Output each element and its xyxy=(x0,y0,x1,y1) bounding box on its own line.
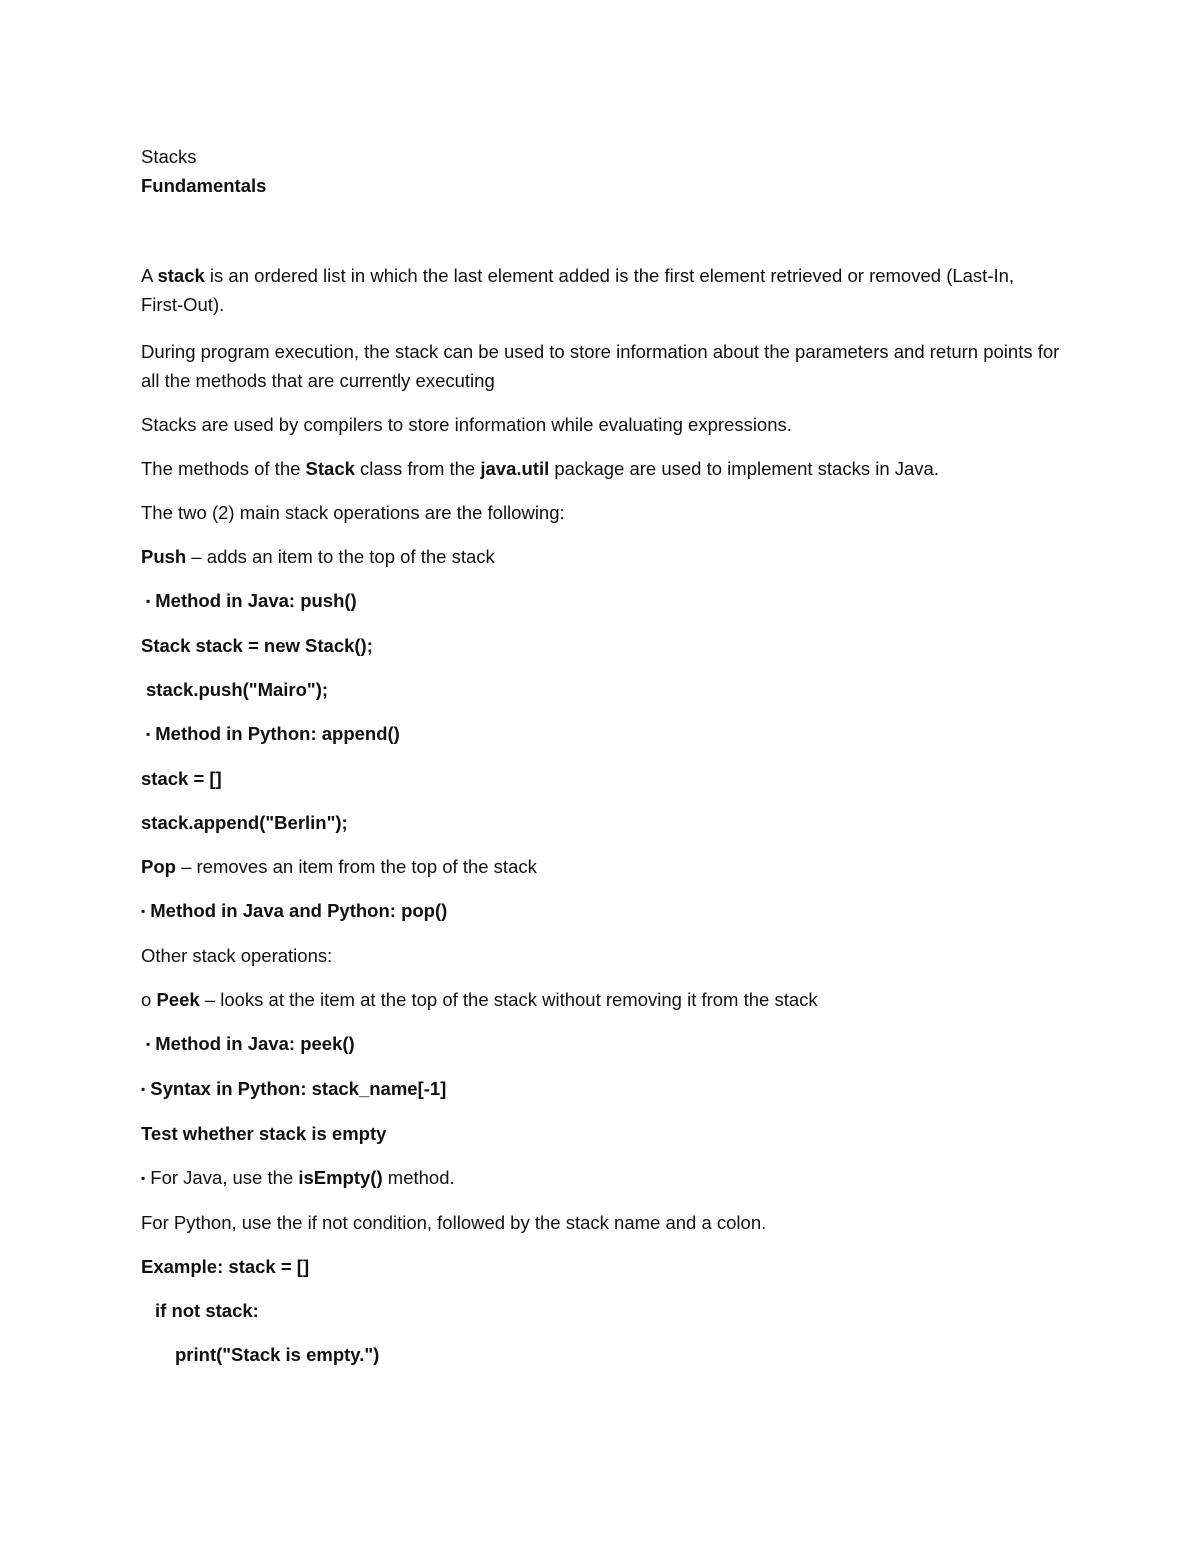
doc-title: Stacks xyxy=(141,146,197,167)
empty-java xyxy=(141,1163,1061,1193)
intro-paragraph xyxy=(141,261,1061,319)
empty-python: For Python, use the if not condition, followed by the stack name and a colon. xyxy=(141,1212,767,1233)
pop-desc: – removes an item from the top of the stack xyxy=(175,856,537,877)
methods-paragraph xyxy=(141,454,1061,483)
peek-prefix: o xyxy=(141,989,157,1010)
example-code-3: print("Stack is empty.") xyxy=(175,1344,380,1365)
intro-stack-term: stack xyxy=(157,264,205,286)
peek-python-syntax-text: Syntax in Python: stack_name[-1] xyxy=(150,1078,447,1099)
bullet-icon: ▪ xyxy=(146,1037,151,1051)
pop-term: Pop xyxy=(141,856,176,877)
push-java-method-text: Method in Java: push() xyxy=(155,590,357,611)
push-python-code-1: stack = [] xyxy=(141,768,222,789)
peek-python-syntax xyxy=(141,1074,1061,1104)
peek-term: Peek xyxy=(156,989,200,1010)
example-code-1: stack = [] xyxy=(223,1256,310,1277)
push-desc: – adds an item to the top of the stack xyxy=(186,546,495,567)
isempty-term: isEmpty() xyxy=(298,1167,383,1188)
document-body xyxy=(141,142,1061,1384)
methods-text-a: The methods of the xyxy=(141,458,306,479)
bullet-icon: ▪ xyxy=(146,727,151,741)
peek-definition xyxy=(141,985,1061,1014)
push-java-code-1: Stack stack = new Stack(); xyxy=(141,635,373,656)
bullet-icon: ▪ xyxy=(141,1171,146,1185)
push-java-method xyxy=(141,586,1061,616)
empty-java-text-b: method. xyxy=(382,1167,455,1188)
other-ops-paragraph: Other stack operations: xyxy=(141,945,333,966)
peek-desc: – looks at the item at the top of the stack without removing it from the stack xyxy=(199,989,818,1010)
push-python-code-2: stack.append("Berlin"); xyxy=(141,812,348,833)
intro-text-a: A xyxy=(141,264,158,286)
push-python-method xyxy=(141,719,1061,749)
empty-heading: Test whether stack is empty xyxy=(141,1123,387,1144)
example-code-2: if not stack: xyxy=(155,1300,259,1321)
stack-class-term: Stack xyxy=(305,458,355,479)
peek-java-method-text: Method in Java: peek() xyxy=(155,1033,355,1054)
spacer xyxy=(141,200,1061,242)
doc-subtitle: Fundamentals xyxy=(141,175,267,196)
empty-java-text-a: For Java, use the xyxy=(150,1167,299,1188)
bullet-icon: ▪ xyxy=(146,594,151,608)
bullet-icon: ▪ xyxy=(141,1082,146,1096)
methods-text-b: class from the xyxy=(354,458,481,479)
compilers-paragraph: Stacks are used by compilers to store information while evaluating expressions. xyxy=(141,414,792,435)
peek-java-method xyxy=(141,1029,1061,1059)
example-line xyxy=(141,1252,1061,1281)
example-label: Example: xyxy=(141,1256,224,1277)
pop-method-text: Method in Java and Python: pop() xyxy=(150,900,448,921)
push-term: Push xyxy=(141,546,187,567)
pop-definition xyxy=(141,852,1061,881)
package-term: java.util xyxy=(480,458,550,479)
push-definition xyxy=(141,542,1061,571)
push-java-code-2: stack.push("Mairo"); xyxy=(146,679,329,700)
execution-paragraph: During program execution, the stack can be used to store information about the parameters and return points for all the methods that are currently executing xyxy=(141,341,1060,391)
bullet-icon: ▪ xyxy=(141,904,146,918)
intro-text-rest: is an ordered list in which the last element added is the first element retrieved or removed (Last-In, First-Out). xyxy=(141,264,1015,315)
methods-text-c: package are used to implement stacks in Java. xyxy=(549,458,939,479)
pop-method xyxy=(141,896,1061,926)
two-ops-paragraph: The two (2) main stack operations are the following: xyxy=(141,502,565,523)
push-python-method-text: Method in Python: append() xyxy=(155,723,400,744)
